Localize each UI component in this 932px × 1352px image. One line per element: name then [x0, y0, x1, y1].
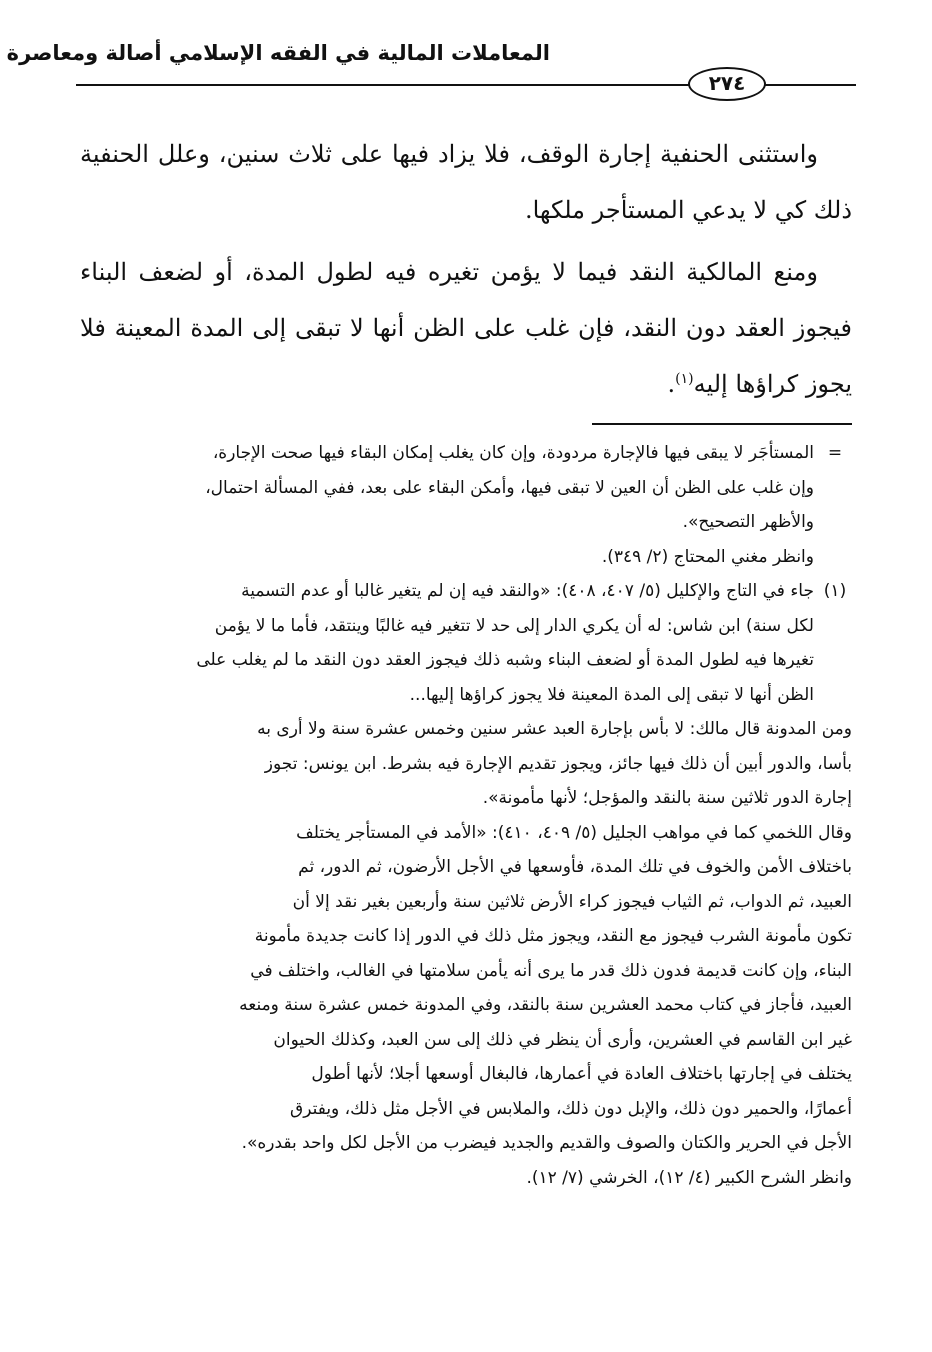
footnote-line: لكل سنة) ابن شاس: له أن يكري الدار إلى حد لا تتغير فيه غالبًا وينتقد، فأما ما لا يؤمن — [214, 615, 814, 636]
footnote-line: أعمارًا، والحمير دون ذلك، والإبل دون ذلك، والملابس في الأجل مثل ذلك، ويفترق — [290, 1098, 852, 1119]
footnote-line: ومن المدونة قال مالك: لا بأس بإجارة العبد عشر سنين وخمس عشرة سنة ولا أرى به — [257, 719, 852, 739]
page-number: ٢٧٤ — [688, 67, 766, 101]
paragraph-2-end: . — [667, 370, 676, 398]
footnote-ref-1[interactable]: (١) — [675, 371, 694, 387]
footnote-line: البناء، وإن كانت قديمة فدون ذلك قدر ما يرى أنه يأمن سلامتها في الغالب، واختلف في — [250, 960, 852, 981]
footnote-line: جاء في التاج والإكليل (٥/ ٤٠٧، ٤٠٨): «والنقد فيه إن لم يتغير غالبا أو عدم التسمية — [241, 581, 814, 601]
footnote-separator — [592, 423, 852, 425]
running-title: المعاملات المالية في الفقه الإسلامي أصالة ومعاصرة — [6, 41, 550, 65]
footnote-line: المستأجَر لا يبقى فيها فالإجارة مردودة، وإن كان يغلب إمكان البقاء فيها صحت الإجارة، — [212, 443, 814, 463]
continuation-marker: = — [827, 443, 843, 463]
footnote-1 — [76, 574, 852, 712]
footnote-line: العبيد، فأجاز في كتاب محمد العشرين سنة بالنقد، وفي المدونة خمس عشرة سنة ومنعه — [239, 995, 852, 1015]
paragraph-2 — [80, 244, 852, 412]
footnote-line: يختلف في إجارتها باختلاف العادة في أعمارها، فالبغال أوسعها أجلا؛ لأنها أطول — [311, 1064, 852, 1084]
footnote-line: العبيد، ثم الدواب، ثم الثياب فيجوز كراء الأرض ثلاثين سنة وأربعين بغير نقد إلا أن — [292, 891, 852, 912]
footnote-line: بأسا، والدور أبين أن ذلك فيها جائز، ويجوز تقديم الإجارة فيه بشرط. ابن يونس: تجوز — [264, 753, 852, 774]
paragraph-1: واستثنى الحنفية إجارة الوقف، فلا يزاد فيها على ثلاث سنين، وعلل الحنفية ذلك كي لا يدعي المستأجر ملكها. — [80, 140, 852, 224]
footnote-line: غير ابن القاسم في العشرين، وأرى أن ينظر في ذلك إلى سن العبد، وكذلك الحيوان — [273, 1029, 852, 1050]
footnote-line: والأظهر التصحيح». — [682, 512, 814, 532]
footnote-line: وقال اللخمي كما في مواهب الجليل (٥/ ٤٠٩، ٤١٠): «الأمد في المستأجر يختلف — [296, 822, 852, 843]
footnote-line: إجارة الدور ثلاثين سنة بالنقد والمؤجل؛ لأنها مأمونة». — [482, 788, 852, 808]
paragraph-2-text: ومنع المالكية النقد فيما لا يؤمن تغيره فيه لطول المدة، أو لضعف البناء فيجوز العقد دون النقد، فإن غلب على الظن أنها لا تبقى إلى المدة المعينة فلا يجوز كراؤها إليه — [80, 258, 852, 398]
footnote-1-body — [76, 712, 852, 1195]
footnote-line: الأجل في الحرير والكتان والصوف والقديم والجديد فيضرب من الأجل لكل واحد بقدره». — [241, 1133, 852, 1153]
footnote-line: وإن غلب على الظن أن العين لا تبقى فيها، وأمكن البقاء على بعد، ففي المسألة احتمال، — [205, 477, 814, 498]
footnote-line: وانظر الشرح الكبير (٤/ ١٢)، الخرشي (٧/ ١٢). — [526, 1167, 852, 1188]
footnote-line: باختلاف الأمن والخوف في تلك المدة، فأوسعها في الأجل الأرضون، ثم الدور، ثم — [298, 857, 852, 877]
footnote-line: تغيرها فيه لطول المدة أو لضعف البناء وشبه ذلك فيجوز العقد دون النقد ما لم يغلب على — [196, 650, 814, 670]
footnote-continuation — [76, 436, 852, 574]
footnotes — [76, 436, 852, 1195]
footnote-line: الظن أنها لا تبقى إلى المدة المعينة فلا يجوز كراؤها إليها... — [409, 684, 814, 705]
footnote-line: تكون مأمونة الشرب فيجوز مع النقد، ويجوز مثل ذلك في الدور إذا كانت جديدة مأمونة — [254, 926, 852, 946]
footnote-line: وانظر مغني المحتاج (٢/ ٣٤٩). — [601, 546, 814, 567]
main-text — [80, 126, 852, 418]
footnote-1-marker: (١) — [823, 581, 847, 601]
